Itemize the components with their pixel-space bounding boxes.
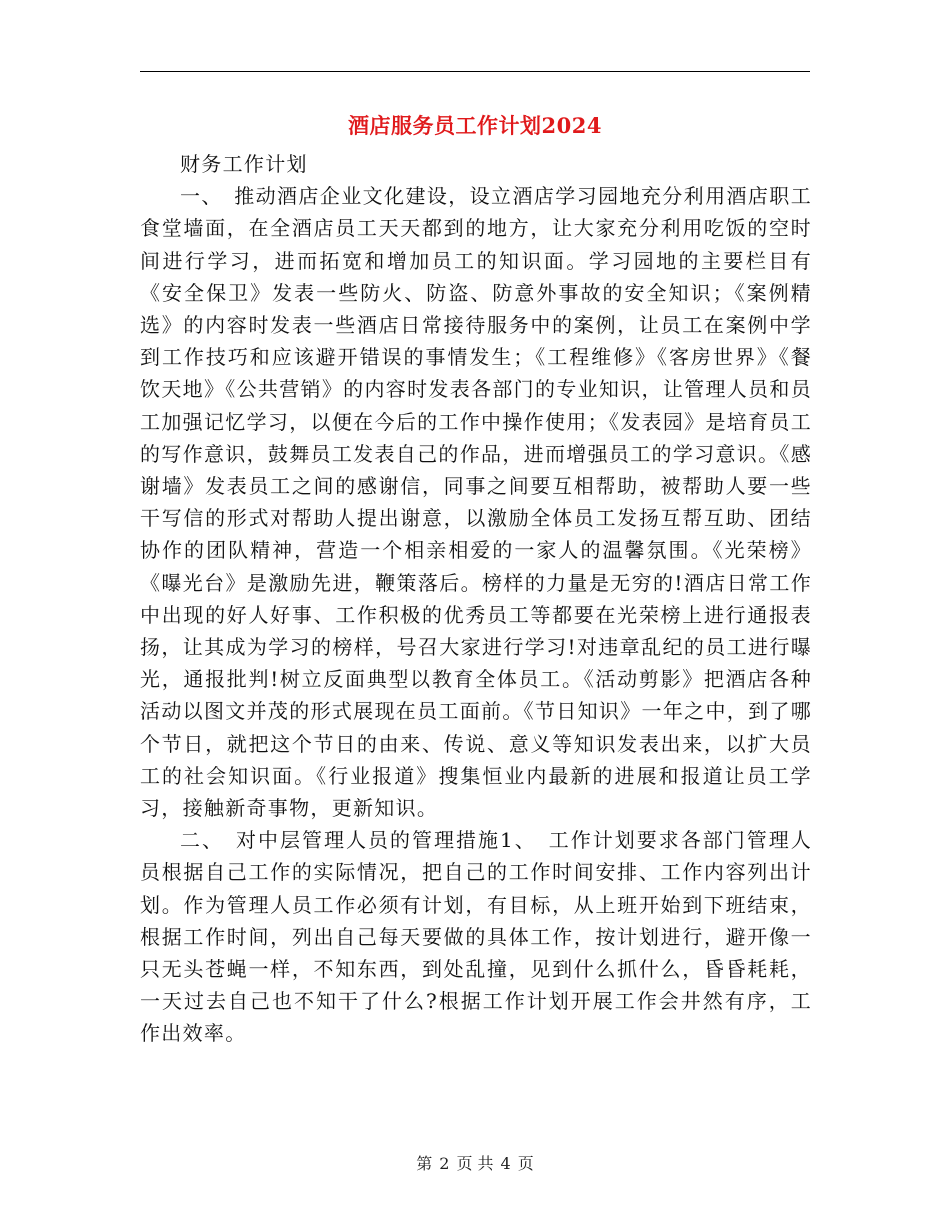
paragraph-1: 一、 推动酒店企业文化建设，设立酒店学习园地充分利用酒店职工食堂墙面，在全酒店员工天天都到的地方，让大家充分利用吃饭的空时间进行学习，进而拓宽和增加员工的知识面。学习园地的主要栏目有《安全保卫》发表一些防火、防盗、防意外事故的安全知识；《案例精选》的内容时发表一些酒店日常接待服务中的案例，让员工在案例中学到工作技巧和应该避开错误的事情发生；《工程维修》《客房世界》《餐饮天地》《公共营销》的内容时发表各部门的专业知识，让管理人员和员工加强记忆学习，以便在今后的工作中操作使用；《发表园》是培育员工的写作意识，鼓舞员工发表自己的作品，进而增强员工的学习意识。《感谢墙》发表员工之间的感谢信，同事之间要互相帮助，被帮助人要一些干写信的形式对帮助人提出谢意，以激励全体员工发扬互帮互助、团结协作的团队精神，营造一个相亲相爱的一家人的温馨氛围。《光荣榜》《曝光台》是激励先进，鞭策落后。榜样的力量是无穷的!酒店日常工作中出现的好人好事、工作积极的优秀员工等都要在光荣榜上进行通报表扬，让其成为学习的榜样，号召大家进行学习!对违章乱纪的员工进行曝光，通报批判!树立反面典型以教育全体员工。《活动剪影》把酒店各种活动以图文并茂的形式展现在员工面前。《节日知识》一年之中，到了哪个节日，就把这个节日的由来、传说、意义等知识发表出来，以扩大员工的社会知识面。《行业报道》搜集恒业内最新的进展和报道让员工学习，接触新奇事物，更新知识。	[140, 184, 812, 821]
header-rule	[140, 71, 810, 72]
footer-prefix: 第	[416, 1154, 433, 1173]
page-footer	[0, 1152, 950, 1176]
footer-middle: 页 共	[456, 1154, 494, 1173]
page-number: 2	[439, 1154, 450, 1173]
footer-suffix: 页	[517, 1154, 534, 1173]
document-body	[140, 148, 812, 1050]
paragraph-heading: 财务工作计划	[180, 152, 308, 176]
paragraph-2: 二、 对中层管理人员的管理措施1、 工作计划要求各部门管理人员根据自己工作的实际情况，把自己的工作时间安排、工作内容列出计划。作为管理人员工作必须有计划，有目标，从上班开始到下班结束，根据工作时间，列出自己每天要做的具体工作，按计划进行，避开像一只无头苍蝇一样，不知东西，到处乱撞，见到什么抓什么，昏昏耗耗，一天过去自己也不知干了什么?根据工作计划开展工作会井然有序，工作出效率。	[140, 828, 812, 1046]
document-title: 酒店服务员工作计划2024	[348, 113, 602, 138]
page-total: 4	[500, 1154, 511, 1173]
